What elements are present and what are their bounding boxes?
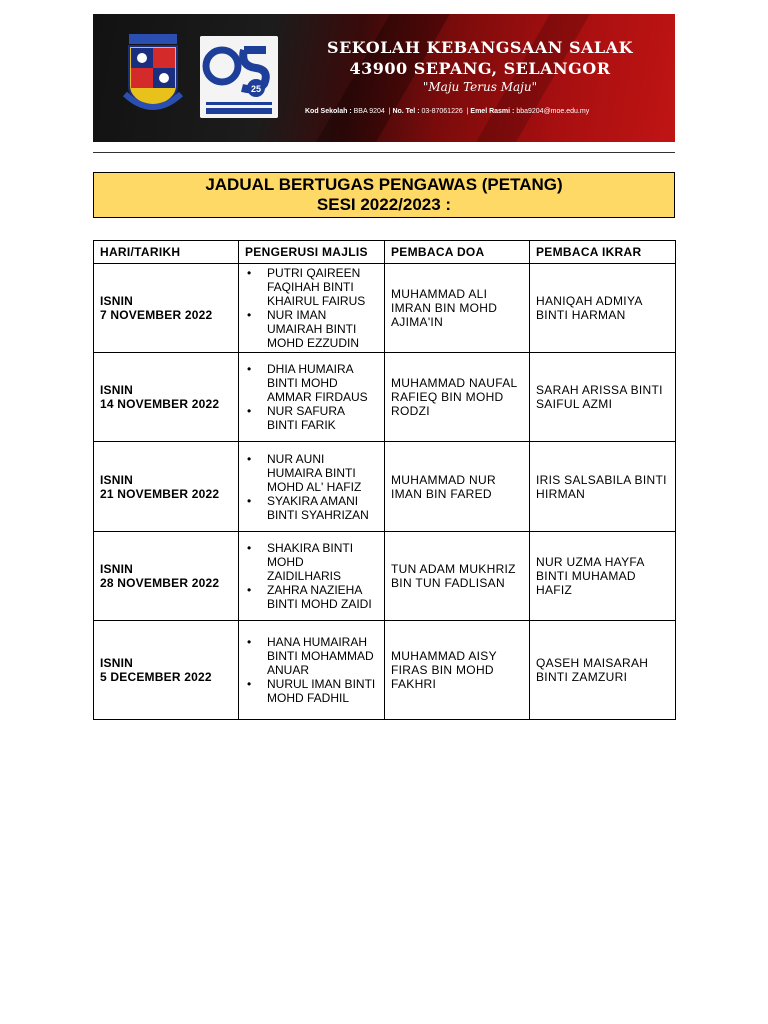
chair-name: • NUR SAFURA BINTI FARIK — [267, 404, 378, 432]
date: 28 NOVEMBER 2022 — [100, 576, 220, 590]
school-crest-logo — [123, 34, 183, 118]
doa-cell: MUHAMMAD NUR IMAN BIN FARED — [385, 442, 530, 532]
chairs-cell — [239, 264, 385, 353]
day: ISNIN — [100, 562, 134, 576]
table-row — [94, 621, 676, 720]
day-date-cell — [94, 353, 239, 442]
doa-cell: MUHAMMAD ALI IMRAN BIN MOHD AJIMA'IN — [385, 264, 530, 353]
chair-name: • SHAKIRA BINTI MOHD ZAIDILHARIS — [267, 541, 378, 583]
table-row — [94, 264, 676, 353]
chair-name: • DHIA HUMAIRA BINTI MOHD AMMAR FIRDAUS — [267, 362, 378, 404]
date: 5 DECEMBER 2022 — [100, 670, 212, 684]
day-date-cell — [94, 532, 239, 621]
table-header-row — [94, 241, 676, 264]
schedule-title: JADUAL BERTUGAS PENGAWAS (PETANG) — [205, 175, 563, 194]
ikrar-cell: IRIS SALSABILA BINTI HIRMAN — [530, 442, 676, 532]
date: 14 NOVEMBER 2022 — [100, 397, 220, 411]
school-name: SEKOLAH KEBANGSAAN SALAK — [327, 38, 633, 57]
day: ISNIN — [100, 294, 134, 308]
chairs-cell — [239, 353, 385, 442]
school-code-label: Kod Sekolah : — [305, 108, 352, 115]
table-row — [94, 442, 676, 532]
day: ISNIN — [100, 383, 134, 397]
school-address: 43900 SEPANG, SELANGOR — [349, 59, 611, 78]
column-header: PEMBACA IKRAR — [530, 241, 676, 264]
school-banner — [93, 14, 675, 142]
schedule-title-box — [93, 172, 675, 218]
date: 21 NOVEMBER 2022 — [100, 486, 220, 501]
chair-name: • NUR AUNI HUMAIRA BINTI MOHD AL' HAFIZ — [267, 452, 378, 494]
phone-label: No. Tel : — [392, 108, 420, 115]
phone-number: 03-87061226 — [421, 108, 463, 115]
chairs-cell — [239, 621, 385, 720]
ts25-logo — [200, 36, 278, 118]
ikrar-cell: QASEH MAISARAH BINTI ZAMZURI — [530, 621, 676, 720]
column-header: PEMBACA DOA — [385, 241, 530, 264]
date: 7 NOVEMBER 2022 — [100, 308, 213, 322]
duty-schedule-table — [93, 240, 676, 720]
column-header: HARI/TARIKH — [94, 241, 239, 264]
chair-name: • ZAHRA NAZIEHA BINTI MOHD ZAIDI — [267, 583, 378, 611]
chair-name: • PUTRI QAIREEN FAQIHAH BINTI KHAIRUL FAIRUS — [267, 266, 378, 308]
chair-name: • NUR IMAN UMAIRAH BINTI MOHD EZZUDIN — [267, 308, 378, 350]
chair-name: • HANA HUMAIRAH BINTI MOHAMMAD ANUAR — [267, 635, 378, 677]
email-address: bba9204@moe.edu.my — [516, 108, 590, 115]
school-motto: "Maju Terus Maju" — [422, 80, 538, 94]
day-date-cell — [94, 442, 239, 532]
header-divider — [93, 152, 675, 153]
email-label: Emel Rasmi : — [470, 108, 515, 115]
svg-text:25: 25 — [250, 84, 262, 94]
table-row — [94, 353, 676, 442]
ikrar-cell: HANIQAH ADMIYA BINTI HARMAN — [530, 264, 676, 353]
doa-cell: TUN ADAM MUKHRIZ BIN TUN FADLISAN — [385, 532, 530, 621]
ikrar-cell: NUR UZMA HAYFA BINTI MUHAMAD HAFIZ — [530, 532, 676, 621]
chairs-cell — [239, 532, 385, 621]
schedule-session: SESI 2022/2023 : — [316, 195, 452, 214]
chair-name: • SYAKIRA AMANI BINTI SYAHRIZAN — [267, 494, 378, 522]
day: ISNIN — [100, 472, 134, 487]
chairs-cell — [239, 442, 385, 532]
column-header: PENGERUSI MAJLIS — [239, 241, 385, 264]
doa-cell: MUHAMMAD NAUFAL RAFIEQ BIN MOHD RODZI — [385, 353, 530, 442]
table-row — [94, 532, 676, 621]
school-code: BBA 9204 — [353, 108, 385, 115]
chair-name: • NURUL IMAN BINTI MOHD FADHIL — [267, 677, 378, 705]
day: ISNIN — [100, 656, 134, 670]
doa-cell: MUHAMMAD AISY FIRAS BIN MOHD FAKHRI — [385, 621, 530, 720]
day-date-cell — [94, 621, 239, 720]
ikrar-cell: SARAH ARISSA BINTI SAIFUL AZMI — [530, 353, 676, 442]
day-date-cell — [94, 264, 239, 353]
school-contact: Kod Sekolah : BBA 9204 | No. Tel : 03-87061226 | Emel Rasmi : bba9204@moe.edu.my — [305, 108, 590, 115]
